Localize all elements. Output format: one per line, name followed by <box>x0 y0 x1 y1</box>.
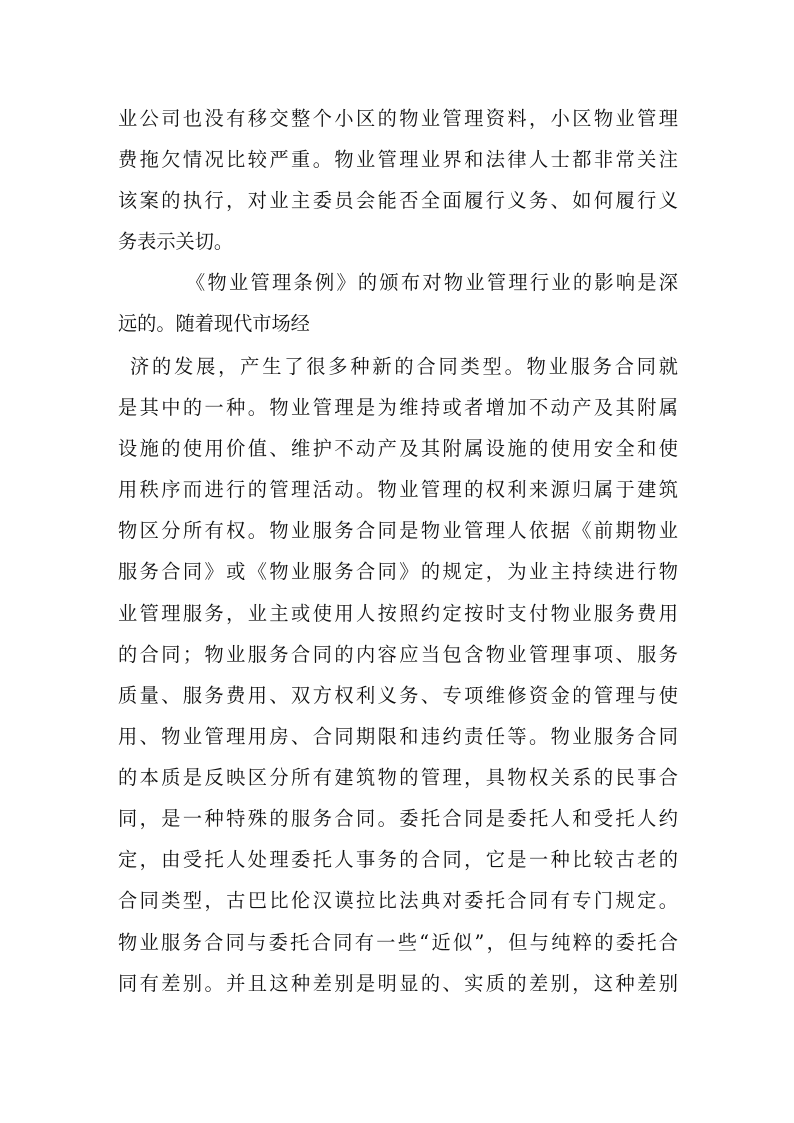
text-line: 设施的使用价值、维护不动产及其附属设施的使用安全和使 <box>118 437 678 460</box>
text-line: 同，是一种特殊的服务合同。委托合同是委托人和受托人约 <box>118 807 678 830</box>
text-line: 用秩序而进行的管理活动。物业管理的权利来源归属于建筑 <box>118 478 678 501</box>
text-line: 费拖欠情况比较严重。物业管理业界和法律人士都非常关注 <box>118 148 678 171</box>
text-line: 的合同；物业服务合同的内容应当包含物业管理事项、服务 <box>118 643 678 666</box>
text-line: 是其中的一种。物业管理是为维持或者增加不动产及其附属 <box>118 396 678 419</box>
text-line: 物业服务合同与委托合同有一些“近似”，但与纯粹的委托合 <box>118 931 678 954</box>
text-line: 务表示关切。 <box>118 230 234 253</box>
text-line: 合同类型，古巴比伦汉谟拉比法典对委托合同有专门规定。 <box>118 889 678 912</box>
text-line: 业管理服务，业主或使用人按照约定按时支付物业服务费用 <box>118 602 678 625</box>
text-line: 质量、服务费用、双方权利义务、专项维修资金的管理与使 <box>118 684 678 707</box>
text-line: 业公司也没有移交整个小区的物业管理资料，小区物业管理 <box>118 107 678 130</box>
text-line: 同有差别。并且这种差别是明显的、实质的差别，这种差别 <box>118 972 678 995</box>
text-line: 济的发展，产生了很多种新的合同类型。物业服务合同就 <box>130 355 678 378</box>
text-line: 定，由受托人处理委托人事务的合同，它是一种比较古老的 <box>118 848 678 871</box>
text-line: 远的。随着现代市场经 <box>118 312 310 335</box>
text-line: 物区分所有权。物业服务合同是物业管理人依据《前期物业 <box>118 519 678 542</box>
text-line: 服务合同》或《物业服务合同》的规定，为业主持续进行物 <box>118 560 678 583</box>
text-line: 的本质是反映区分所有建筑物的管理，具物权关系的民事合 <box>118 766 678 789</box>
text-line: 《物业管理条例》的颁布对物业管理行业的影响是深 <box>186 271 678 294</box>
text-line: 用、物业管理用房、合同期限和违约责任等。物业服务合同 <box>118 725 678 748</box>
text-line: 该案的执行，对业主委员会能否全面履行义务、如何履行义 <box>118 189 678 212</box>
